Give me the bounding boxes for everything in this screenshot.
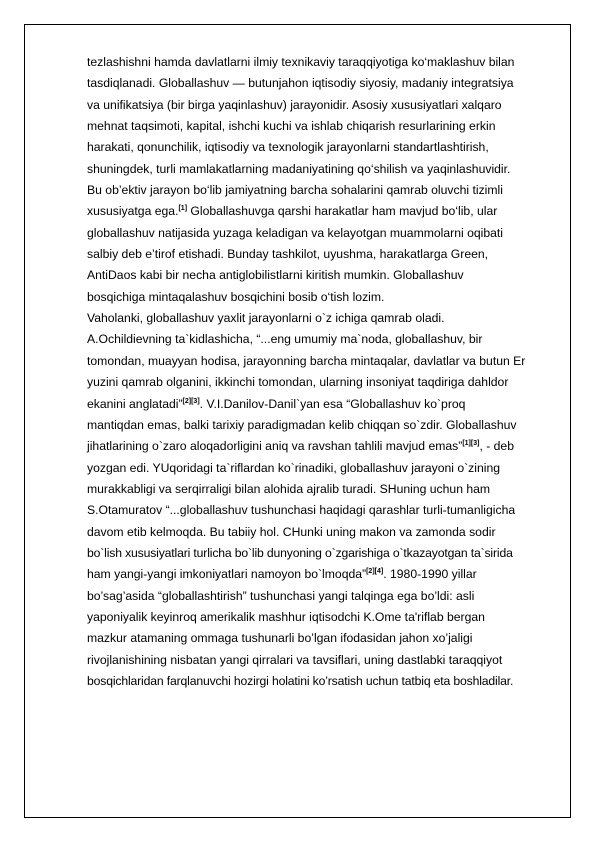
text-line	[87, 436, 567, 457]
line-text: Bu ob’ektiv jarayon bo‘lib jamiyatning barcha sohalarini qamrab oluvchi tizimli	[87, 183, 503, 198]
line-text: jihatlarining o`zaro aloqadorligini aniq va ravshan tahlili mavjud emas”	[87, 439, 463, 454]
text-line	[87, 137, 567, 158]
text-line	[87, 479, 567, 500]
line-text: salbiy deb e’tirof etishadi. Bunday tashkilot, uyushma, harakatlarga Green,	[87, 247, 489, 262]
line-text-continued: . V.I.Danilov-Danil`yan esa “Globallashuv ko`proq	[199, 396, 466, 411]
text-line	[87, 650, 567, 671]
line-text: A.Ochildievning ta`kidlashicha, “...eng umumiy ma`noda, globallashuv, bir	[87, 332, 483, 347]
text-line	[87, 329, 567, 350]
text-line	[87, 180, 567, 201]
text-line	[87, 287, 567, 308]
line-text: xususiyatga ega.	[87, 204, 179, 219]
line-text: shuningdek, turli mamlakatlarning madaniyatining qo‘shilish va yaqinlashuvidir.	[87, 161, 511, 176]
text-line	[87, 543, 567, 564]
text-line	[87, 95, 567, 116]
line-text: Vaholanki, globallashuv yaxlit jarayonlarni o`z ichiga qamrab oladi.	[87, 311, 445, 326]
text-line	[87, 116, 567, 137]
line-text: va unifikatsiya (bir birga yaqinlashuv) jarayonidir. Asosiy xususiyatlari xalqaro	[87, 97, 502, 112]
line-text: davom etib kelmoqda. Bu tabiiy hol. CHunki uning makon va zamonda sodir	[87, 524, 496, 539]
text-line	[87, 628, 567, 649]
citation-ref: [2][3]	[182, 397, 200, 405]
text-line	[87, 671, 567, 692]
line-text: yaponiyalik keyinroq amerikalik mashhur iqtisodchi K.Ome ta'riflab bergan	[87, 609, 485, 624]
line-text-continued: , - deb	[479, 439, 514, 454]
text-line	[87, 351, 567, 372]
line-text: mantiqdan emas, balki tarixiy paradigmadan kelib chiqqan so`zdir. Globallashuv	[87, 417, 517, 432]
text-line	[87, 372, 567, 393]
line-text: AntiDaos kabi bir necha antiglobilistlarni kiritish mumkin. Globallashuv	[87, 268, 464, 283]
line-text: harakati, qonunchilik, iqtisodiy va texnologik jarayonlarni standartlashtirish,	[87, 140, 489, 155]
line-text: tomondan, muayyan hodisa, jarayonning barcha mintaqalar, davlatlar va butun Er	[87, 353, 526, 368]
text-line	[87, 244, 567, 265]
line-text: bosqichiga mintaqalashuv bosqichini bosib o‘tish lozim.	[87, 289, 385, 304]
line-text: S.Otamuratov “...globallashuv tushunchasi haqidagi qarashlar turli-tumanligicha	[87, 503, 516, 518]
citation-ref: [1]	[178, 205, 188, 213]
line-text: bo`lish xususiyatlari turlicha bo`lib dunyoning o`zgarishiga o`tkazayotgan ta`sirida	[87, 545, 513, 560]
line-text: rivojlanishining nisbatan yangi qirralari va tavsiflari, uning dastlabki taraqqiyot	[87, 652, 503, 667]
line-text: bosqichlaridan farqlanuvchi hozirgi holatini ko’rsatish uchun tatbiq eta boshladilar.	[87, 673, 514, 688]
text-line	[87, 265, 567, 286]
line-text: globallashuv natijasida yuzaga keladigan va kelayotgan muammolarni oqibati	[87, 225, 503, 240]
line-text: murakkabligi va serqirraligi bilan alohida ajralib turadi. SHuning uchun ham	[87, 481, 491, 496]
text-line	[87, 73, 567, 94]
citation-ref: [1][3]	[462, 440, 480, 448]
text-line	[87, 522, 567, 543]
text-line	[87, 308, 567, 329]
text-line	[87, 159, 567, 180]
line-text: mehnat taqsimoti, kapital, ishchi kuchi va ishlab chiqarish resurlarining erkin	[87, 119, 496, 134]
text-line	[87, 564, 567, 585]
line-text: mazkur atamaning ommaga tushunarli bo’lgan ifodasidan jahon xo’jaligi	[87, 631, 473, 646]
text-line	[87, 52, 567, 73]
line-text: bo’sag’asida “globallashtirish” tushunchasi yangi talqinga ega bo’ldi: asli	[87, 588, 475, 603]
document-body	[87, 52, 567, 692]
text-line	[87, 394, 567, 415]
text-line	[87, 201, 567, 222]
citation-ref: [2][4]	[366, 568, 384, 576]
line-text: tasdiqlanadi. Globallashuv — butunjahon iqtisodiy siyosiy, madaniy integratsiya	[87, 76, 514, 91]
line-text: ham yangi-yangi imkoniyatlari namoyon bo`lmoqda”	[87, 567, 367, 582]
text-line	[87, 415, 567, 436]
line-text-continued: Globallashuvga qarshi harakatlar ham mavjud bo‘lib, ular	[187, 204, 498, 219]
line-text: ekanini anglatadi”	[87, 396, 183, 411]
line-text: yuzini qamrab olganini, ikkinchi tomondan, ularning insoniyat taqdiriga dahldor	[87, 375, 509, 390]
line-text: yozgan edi. YUqoridagi ta`riflardan ko`rinadiki, globallashuv jarayoni o`zining	[87, 460, 501, 475]
text-line	[87, 586, 567, 607]
text-line	[87, 500, 567, 521]
text-line	[87, 223, 567, 244]
text-line	[87, 458, 567, 479]
line-text: tezlashishni hamda davlatlarni ilmiy texnikaviy taraqqiyotiga ko‘maklashuv bilan	[87, 55, 515, 69]
line-text-continued: . 1980-1990 yillar	[383, 567, 477, 582]
text-line	[87, 607, 567, 628]
